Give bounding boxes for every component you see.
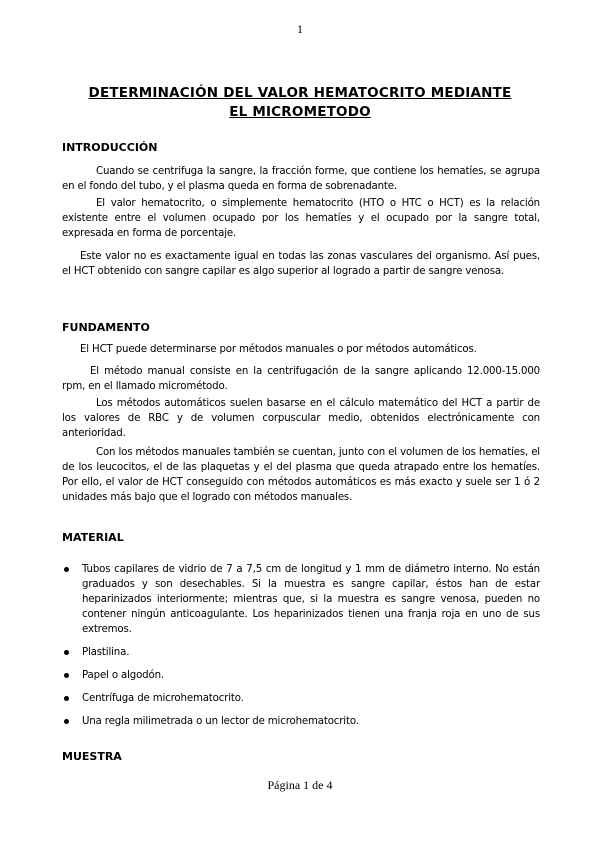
title-line-2: EL MICROMETODO bbox=[229, 104, 371, 120]
fundamento-paragraph-1: El HCT puede determinarse por métodos manuales o por métodos automáticos. bbox=[80, 344, 477, 355]
bullet-icon bbox=[64, 719, 69, 724]
fundamento-paragraph-3: Los métodos automáticos suelen basarse en el cálculo matemático del HCT a partir de los valores de RBC y de volumen corpuscular medio, obtenidos electrónicamente con anterioridad. bbox=[62, 398, 540, 439]
section-heading-material: MATERIAL bbox=[62, 531, 124, 544]
list-item-text: Centrífuga de microhematocrito. bbox=[82, 693, 244, 704]
intro-paragraph-1: Cuando se centrifuga la sangre, la fracción forme, que contiene los hematíes, se agrupa en el fondo del tubo, y el plasma queda en forma de sobrenadante. bbox=[62, 166, 540, 192]
list-item-text: Papel o algodón. bbox=[82, 670, 164, 681]
title-line-1: DETERMINACIÓN DEL VALOR HEMATOCRITO MEDIANTE bbox=[88, 85, 512, 101]
bullet-icon bbox=[64, 567, 69, 572]
page-footer: Página 1 de 4 bbox=[267, 778, 333, 792]
material-list bbox=[62, 562, 540, 737]
list-item bbox=[62, 668, 540, 683]
bullet-icon bbox=[64, 673, 69, 678]
fundamento-paragraph-4: Con los métodos manuales también se cuentan, junto con el volumen de los hematíes, el de los leucocitos, el de las plaquetas y el del plasma que queda atrapado entre los hematíes. Por ello, el valor de HCT conseguido con métodos automáticos es más exacto y suele ser 1 ó 2 unidades más bajo que el logrado con métodos manuales. bbox=[62, 447, 540, 503]
list-item bbox=[62, 645, 540, 660]
page-number: 1 bbox=[297, 22, 303, 36]
section-heading-introduccion: INTRODUCCIÓN bbox=[62, 141, 158, 154]
list-item-text: Tubos capilares de vidrio de 7 a 7,5 cm de longitud y 1 mm de diámetro interno. No están graduados y son desechables. Si la muestra es sangre capilar, éstos han de estar heparinizados interiormente; mientras que, si la muestra es sangre venosa, pueden no contener ningún anticoagulante. Los heparinizados tienen una franja roja en uno de sus extremos. bbox=[82, 564, 540, 635]
intro-paragraph-3: Este valor no es exactamente igual en todas las zonas vasculares del organismo. Así pues, el HCT obtenido con sangre capilar es algo superior al logrado a partir de sangre venosa. bbox=[62, 251, 540, 277]
fundamento-paragraph-2: El método manual consiste en la centrifugación de la sangre aplicando 12.000-15.000 rpm, en el llamado micrométodo. bbox=[62, 366, 540, 392]
list-item bbox=[62, 562, 540, 637]
bullet-icon bbox=[64, 650, 69, 655]
intro-paragraph-2: El valor hematocrito, o simplemente hematocrito (HTO o HTC o HCT) es la relación existente entre el volumen ocupado por los hematíes y el ocupado por la sangre total, expresada en forma de porcentaje. bbox=[62, 198, 540, 239]
bullet-icon bbox=[64, 696, 69, 701]
list-item-text: Plastilina. bbox=[82, 647, 130, 658]
section-heading-fundamento: FUNDAMENTO bbox=[62, 321, 150, 334]
document-title bbox=[40, 84, 560, 122]
section-heading-muestra: MUESTRA bbox=[62, 750, 122, 763]
list-item bbox=[62, 714, 540, 729]
list-item bbox=[62, 691, 540, 706]
list-item-text: Una regla milimetrada o un lector de microhematocrito. bbox=[82, 716, 359, 727]
